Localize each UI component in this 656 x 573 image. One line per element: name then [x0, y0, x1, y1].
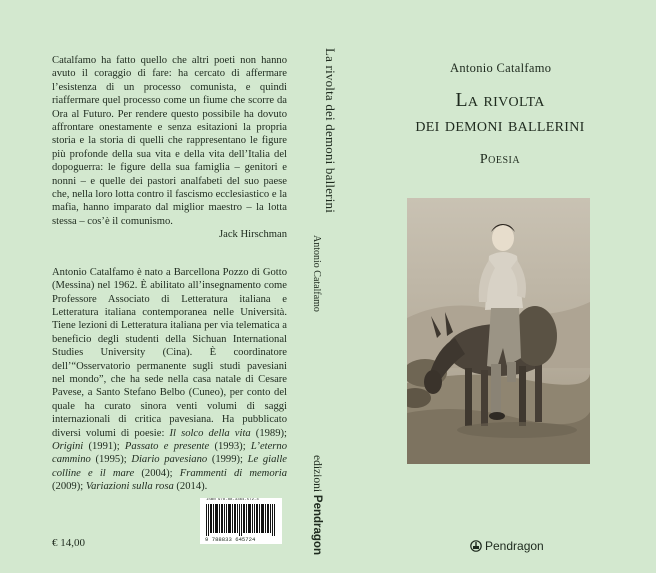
front-author: Antonio Catalfamo	[450, 61, 552, 75]
barcode-number: 9 788833 645724	[205, 536, 256, 543]
publisher-logo-name: Pendragon	[485, 539, 544, 553]
publisher-logo	[470, 539, 544, 553]
man-on-donkey-photo-icon	[407, 198, 590, 464]
quote-author: Jack Hirschman	[219, 229, 287, 241]
isbn-barcode	[200, 498, 282, 544]
cover-photo	[407, 198, 590, 464]
book-subtitle: Poesia	[479, 152, 521, 167]
back-cover-quote: Catalfamo ha fatto quello che altri poeti non hanno avuto il coraggio di fare: ha cercato di affermare l’esistenza di un processo comunista, e quindi riaffermare quel processo come un fiume che scorre da Ora al Futuro. Per rendere questo possibile ha dovuto affrontare onestamente e senza esitazioni la propria storia e la storia di quelli che rappresentano le figure più profonde della sua vita e della vita dell’Italia del dopoguerra: le figure della sua famiglia – genitori e nonni – e quelle dei pastori analfabeti del suo paese che, nella loro lotta contro il fascismo ecclesiastico e la mafia, hanno imparato dal miglior maestro – la lotta stessa – cos’è il comunismo.	[52, 55, 287, 227]
spine-title: La rivolta dei demoni ballerini	[323, 48, 338, 214]
spine-publisher-name: Pendragon	[311, 494, 323, 555]
back-cover-text	[52, 54, 287, 494]
book-title-line-2: dei demoni ballerini	[415, 114, 585, 136]
price-label: € 14,00	[52, 537, 85, 549]
bio-work: L’eterno cammino (1995);	[52, 440, 288, 466]
bio-work: Passato e presente (1993);	[124, 440, 251, 452]
pendragon-logo-icon	[470, 540, 482, 552]
book-spine	[298, 10, 346, 565]
spine-author: Antonio Catalfamo	[311, 235, 322, 312]
bio-work: Variazioni sulla rosa (2014).	[85, 481, 208, 493]
bio-work: Frammenti di memoria (2009);	[52, 467, 287, 493]
spine-publisher	[311, 455, 323, 555]
author-bio	[52, 266, 287, 494]
bio-work: Il solco della vita (1989);	[169, 427, 287, 439]
barcode-bars-icon	[206, 504, 276, 536]
author-bio-intro: Antonio Catalfamo è nato a Barcellona Pozzo di Gotto (Messina) nel 1962. È abilitato all’insegnamento come Professore Associato di Letteratura italiana e Letteratura italiana contemporanea nelle Università. Tiene lezioni di Letteratura italiana per via telematica a beneficio degli studenti della Sichuan International Studies University (Cina). È coordinatore dell’“Osservatorio permanente sugli studi pavesiani nel mondo”, che ha sede nella casa natale di Cesare Pavese, a Santo Stefano Belbo (Cuneo), per conto del quale ha curato sinora venti volumi di saggi internazionali di critica pavesiana. Ha pubblicato diversi volumi di poesie:	[52, 266, 287, 439]
bio-work: Diario pavesiano (1999);	[131, 454, 248, 466]
book-title	[380, 88, 620, 138]
bio-work: Origini (1991);	[52, 440, 125, 452]
bio-work: Le gialle colline e il mare (2004);	[52, 454, 288, 479]
spine-publisher-prefix: edizioni	[311, 455, 323, 493]
barcode-top-text: ISBN 978-88-3364-572-4	[206, 498, 259, 502]
book-title-line-1: La rivolta	[455, 89, 545, 111]
